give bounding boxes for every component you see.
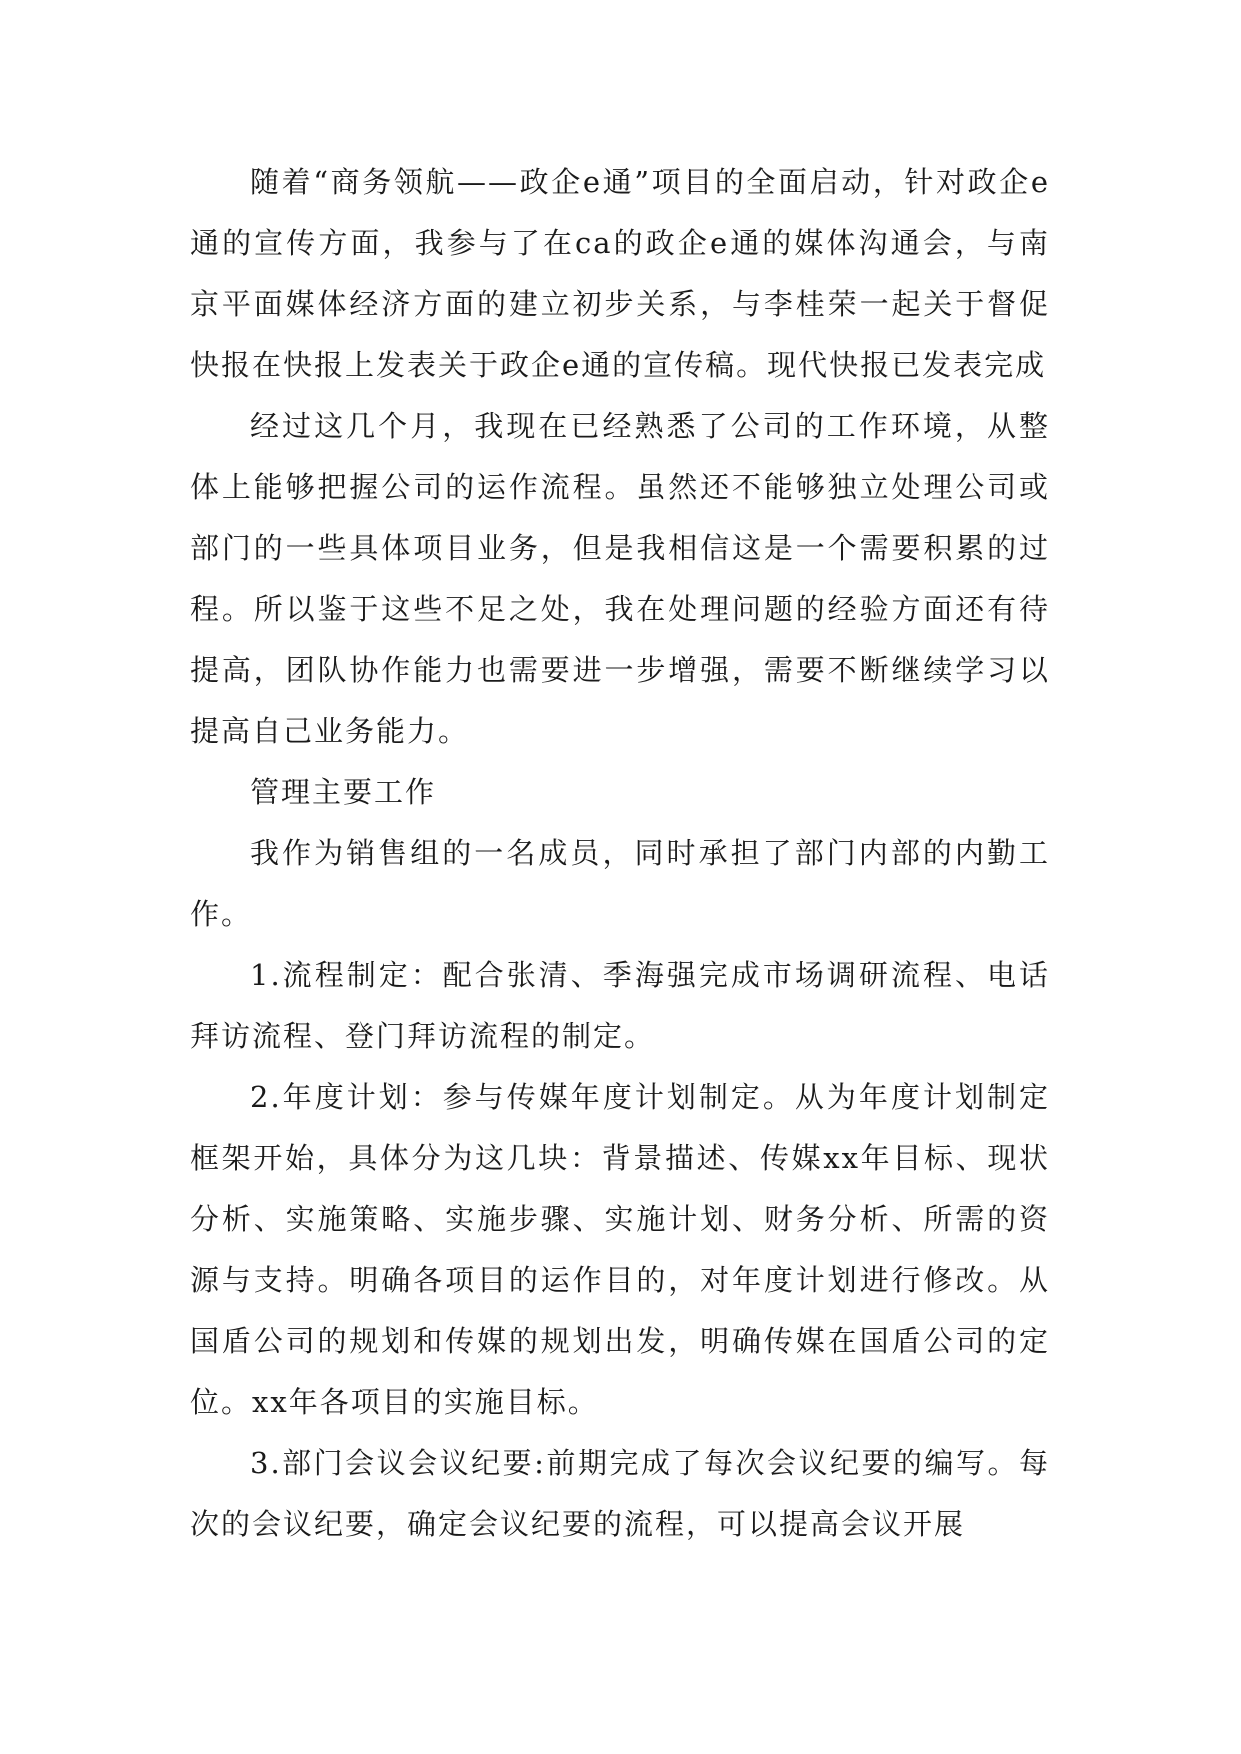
list-item-meeting-minutes: 3.部门会议会议纪要:前期完成了每次会议纪要的编写。每次的会议纪要，确定会议纪要的流程，可以提高会议开展 bbox=[190, 1446, 1050, 1541]
section-heading: 管理主要工作 bbox=[250, 775, 437, 809]
list-item-annual-plan: 2.年度计划：参与传媒年度计划制定。从为年度计划制定框架开始，具体分为这几块：背景描述、传媒xx年目标、现状分析、实施策略、实施步骤、实施计划、财务分析、所需的资源与支持。明确各项目的运作目的，对年度计划进行修改。从国盾公司的规划和传媒的规划出发，明确传媒在国盾公司的定位。xx年各项目的实施目标。 bbox=[190, 1080, 1050, 1419]
paragraph-campaign: 随着“商务领航——政企e通”项目的全面启动，针对政企e通的宣传方面，我参与了在ca的政企e通的媒体沟通会，与南京平面媒体经济方面的建立初步关系，与李桂荣一起关于督促快报在快报上发表关于政企e通的宣传稿。现代快报已发表完成 bbox=[190, 165, 1050, 382]
list-item-process: 1.流程制定：配合张清、季海强完成市场调研流程、电话拜访流程、登门拜访流程的制定。 bbox=[190, 958, 1050, 1053]
document-body bbox=[190, 152, 1050, 1555]
paragraph-role: 我作为销售组的一名成员，同时承担了部门内部的内勤工作。 bbox=[190, 836, 1050, 931]
paragraph-reflection: 经过这几个月，我现在已经熟悉了公司的工作环境，从整体上能够把握公司的运作流程。虽然还不能够独立处理公司或部门的一些具体项目业务，但是我相信这是一个需要积累的过程。所以鉴于这些不足之处，我在处理问题的经验方面还有待提高，团队协作能力也需要进一步增强，需要不断继续学习以提高自己业务能力。 bbox=[190, 409, 1050, 748]
